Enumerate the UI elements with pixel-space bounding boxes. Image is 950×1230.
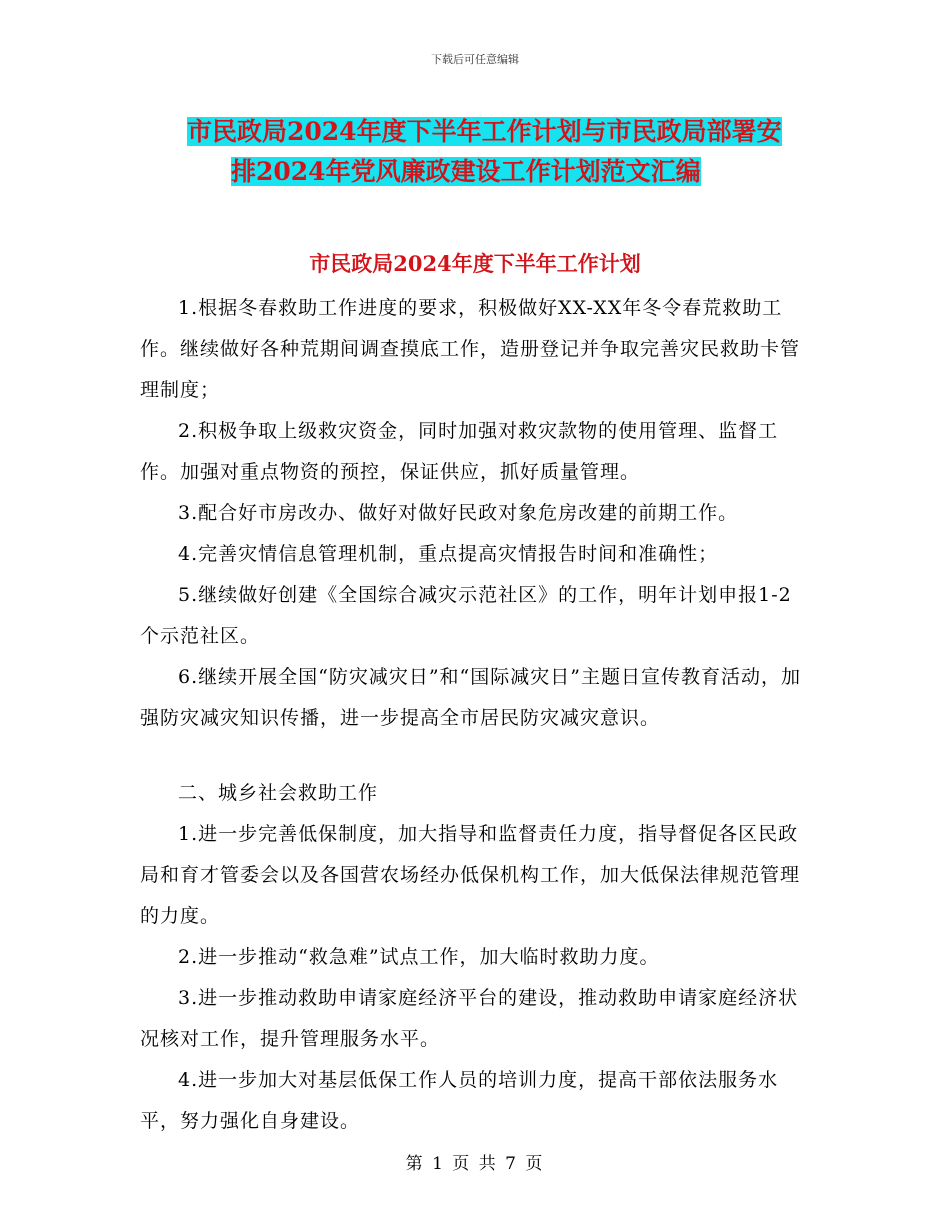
- section-title: 市民政局2024年度下半年工作计划: [309, 251, 641, 276]
- paragraph: 4.进一步加大对基层低保工作人员的培训力度，提高干部依法服务水平，努力强化自身建设。: [140, 1069, 779, 1132]
- paragraph: 6.继续开展全国“防灾减灾日”和“国际减灾日”主题日宣传教育活动，加强防灾减灾知识传播，进一步提高全市居民防灾减灾意识。: [140, 666, 801, 729]
- paragraph: 1.进一步完善低保制度，加大指导和监督责任力度，指导督促各区民政局和育才管委会以及各国营农场经办低保机构工作，加大低保法律规范管理的力度。: [140, 823, 801, 927]
- subsection-heading: 二、城乡社会救助工作: [178, 782, 379, 804]
- document-body: [140, 288, 810, 1142]
- document-title-line-1: 市民政局2024年度下半年工作计划与市民政局部署安: [187, 117, 782, 146]
- paragraph: 5.继续做好创建《全国综合减灾示范社区》的工作，明年计划申报1-2个示范社区。: [140, 584, 792, 647]
- paragraph: 2.积极争取上级救灾资金，同时加强对救灾款物的使用管理、监督工作。加强对重点物资的预控，保证供应，抓好质量管理。: [140, 420, 779, 483]
- paragraph: 1.根据冬春救助工作进度的要求，积极做好XX-XX年冬令春荒救助工作。继续做好各种荒期间调查摸底工作，造册登记并争取完善灾民救助卡管理制度；: [140, 297, 801, 401]
- document-title: [140, 112, 840, 192]
- paragraph: 3.配合好市房改办、做好对做好民政对象危房改建的前期工作。: [178, 502, 739, 524]
- header-note: 下载后可任意编辑: [431, 53, 519, 66]
- paragraph: 2.进一步推动“救急难”试点工作，加大临时救助力度。: [178, 946, 660, 968]
- page-number-footer: 第 1 页 共 7 页: [405, 1154, 545, 1174]
- paragraph: 4.完善灾情信息管理机制，重点提高灾情报告时间和准确性；: [178, 543, 719, 565]
- paragraph: 3.进一步推动救助申请家庭经济平台的建设，推动救助申请家庭经济状况核对工作，提升管理服务水平。: [140, 987, 799, 1050]
- document-title-line-2: 排2024年党风廉政建设工作计划范文汇编: [231, 157, 701, 186]
